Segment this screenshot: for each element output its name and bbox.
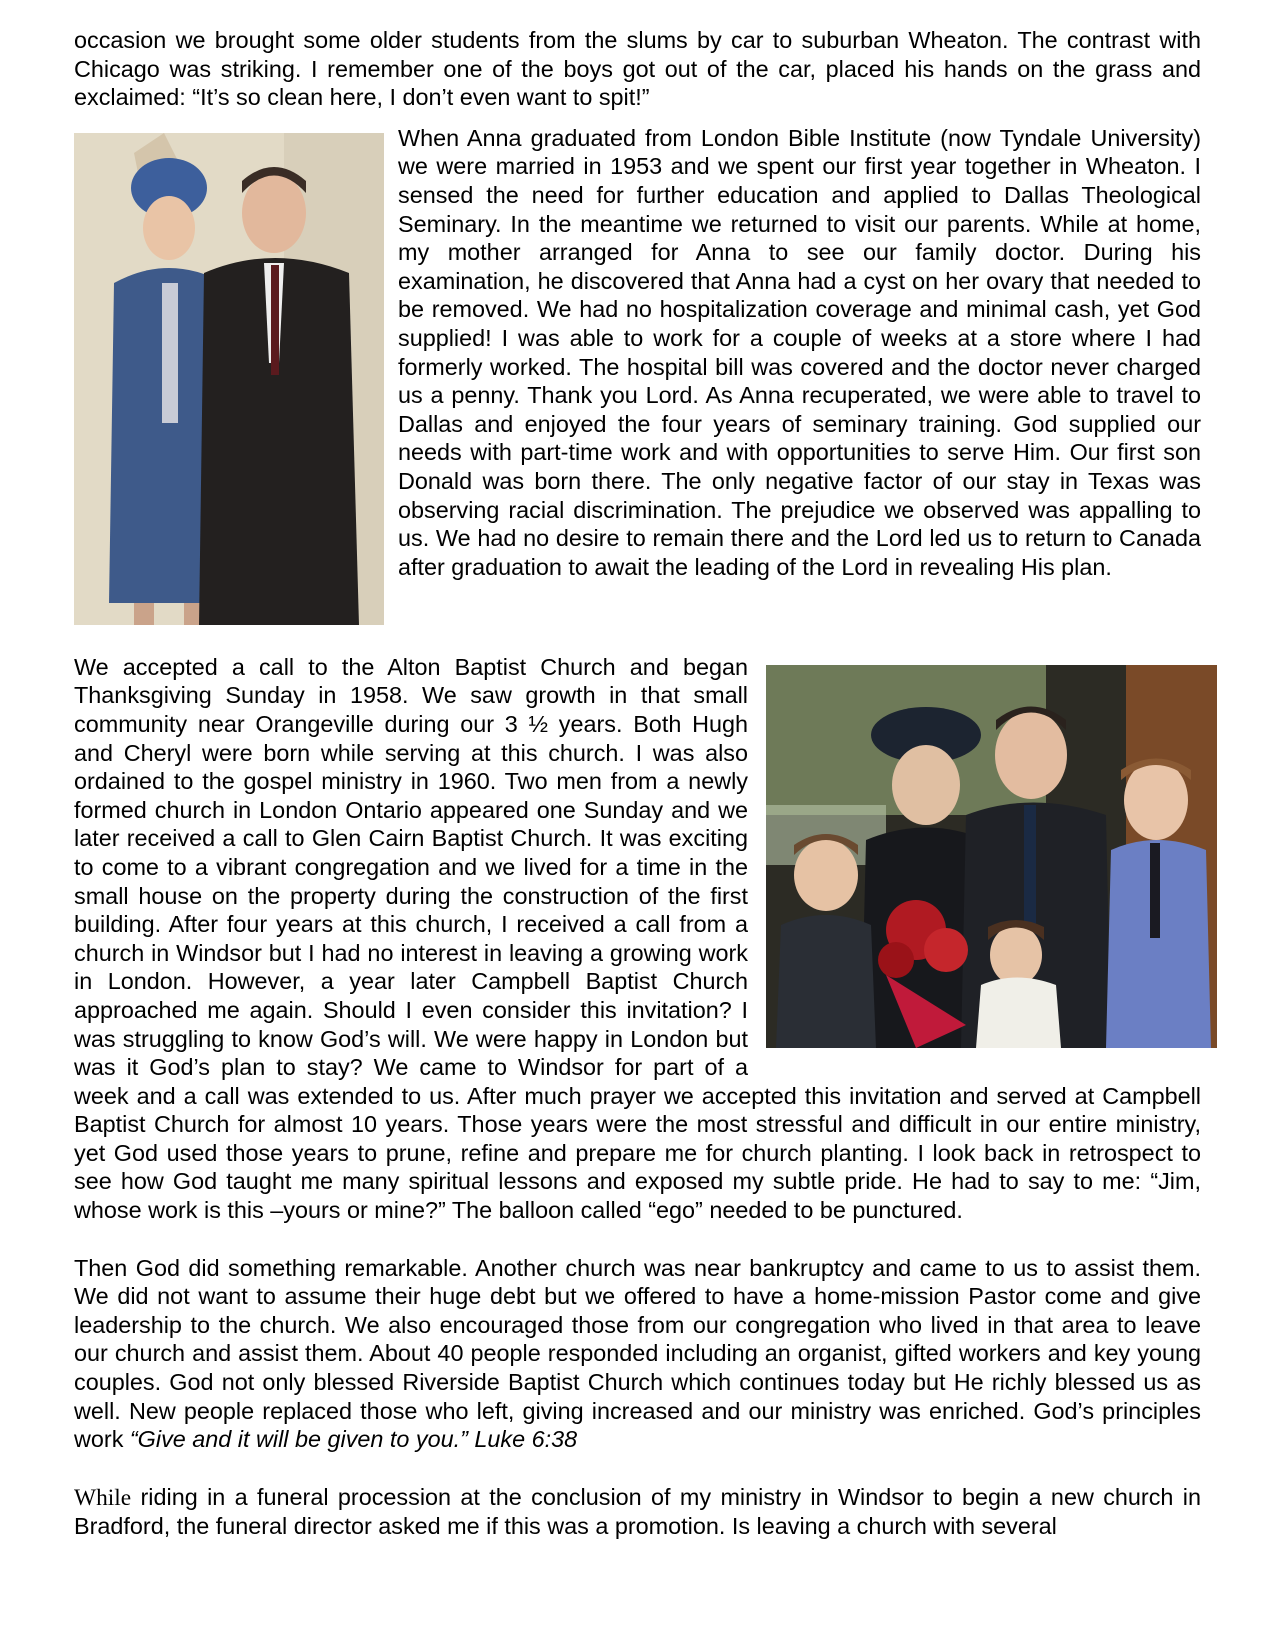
document-page (74, 26, 1201, 1541)
funeral-text: riding in a funeral procession at the conclusion of my ministry in Windsor to begin a new church in Bradford, the funeral director asked me if this was a promotion. Is leaving a church with several (74, 1483, 1201, 1540)
scripture-quote: “Give and it will be given to you.” Luke 6:38 (129, 1426, 578, 1453)
paragraph-lead-word: While (74, 1484, 132, 1511)
paragraph-funeral-procession (74, 1483, 1201, 1541)
riverside-text: Then God did something remarkable. Another church was near bankruptcy and came to us to assist them. We did not want to assume their huge debt but we offered to have a home-mission Pastor come and give leadership to the church. We also encouraged those from our congregation who lived in that area to leave our church and assist them. About 40 people responded including an organist, gifted workers and key young couples. God not only blessed Riverside Baptist Church which continues today but He richly blessed us as well. New people replaced those who left, giving increased and our ministry was enriched. God’s principles work (74, 1254, 1201, 1453)
paragraph-wheaton: occasion we brought some older students from the slums by car to suburban Wheaton. The contrast with Chicago was striking. I remember one of the boys got out of the car, placed his hands on the grass and exclaimed: “It’s so clean here, I don’t even want to spit!” (74, 27, 1201, 111)
family-photo-illustration (766, 665, 1217, 1048)
paragraph-ministry-churches: We accepted a call to the Alton Baptist Church and began Thanksgiving Sunday in 1958. We saw growth in that small community near Orangeville during our 3 ½ years. Both Hugh and Cheryl were born while serving at this church. I was also ordained to the gospel ministry in 1960. Two men from a newly formed church in London Ontario appeared one Sunday and we later received a call to Glen Cairn Baptist Church. It was exciting to come to a vibrant congregation and we lived for a time in the small house on the property during the construction of the first building. After four years at this church, I received a call from a church in Windsor but I had no interest in leaving a growing work in London. However, a year later Campbell Baptist Church approached me again. Should I even consider this invitation? I was struggling to know God’s will. We were happy in London but was it God’s plan to stay? We came to Windsor for part of a week and a call was extended to us. After much prayer we accepted this invitation and served at Campbell Baptist Church for almost 10 years. Those years were the most stressful and difficult in our entire ministry, yet God used those years to prune, refine and prepare me for church planting. I look back in retrospect to see how God taught me many spiritual lessons and exposed my subtle pride. He had to say to me: “Jim, whose work is this –yours or mine?” The balloon called “ego” needed to be punctured. (74, 653, 1201, 1224)
couple-photo-illustration (74, 133, 384, 625)
paragraph-riverside (74, 1254, 1201, 1454)
photo-family (766, 665, 1217, 1048)
photo-wedding-couple (74, 133, 384, 625)
paragraph-marriage-seminary: When Anna graduated from London Bible Institute (now Tyndale University) we were married in 1953 and we spent our first year together in Wheaton. I sensed the need for further education and applied to Dallas Theological Seminary. In the meantime we returned to visit our parents. While at home, my mother arranged for Anna to see our family doctor. During his examination, he discovered that Anna had a cyst on her ovary that needed to be removed. We had no hospitalization coverage and minimal cash, yet God supplied! I was able to work for a couple of weeks at a store where I had formerly worked. The hospital bill was covered and the doctor never charged us a penny. Thank you Lord. As Anna recuperated, we were able to travel to Dallas and enjoyed the four years of seminary training. God supplied our needs with part-time work and with opportunities to serve Him. Our first son Donald was born there. The only negative factor of our stay in Texas was observing racial discrimination. The prejudice we observed was appalling to us. We had no desire to remain there and the Lord led us to return to Canada after graduation to await the leading of the Lord in revealing His plan. (398, 124, 1201, 580)
